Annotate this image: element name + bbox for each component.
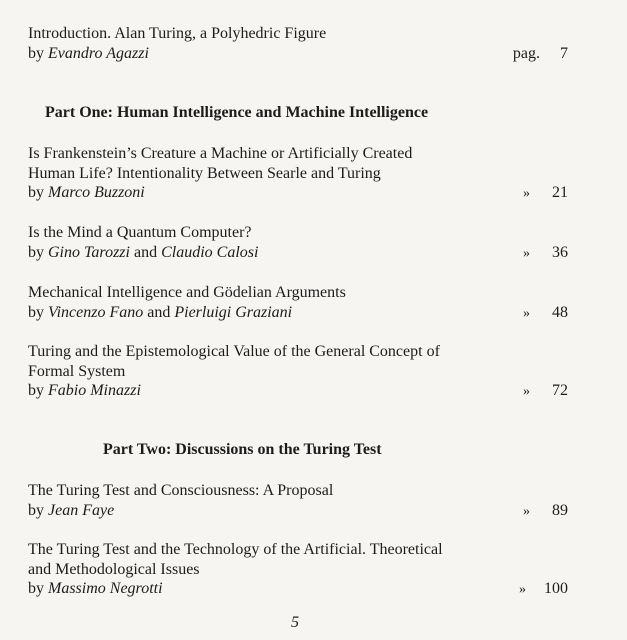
- page-reference: [523, 303, 568, 324]
- entry-byline: [28, 303, 568, 323]
- toc-entry-introduction: [28, 24, 568, 63]
- ditto-marker: »: [519, 582, 526, 597]
- author-name: Pierluigi Graziani: [174, 303, 293, 321]
- author-name: Evandro Agazzi: [48, 44, 149, 62]
- toc-entry: [28, 283, 568, 322]
- entry-byline: [28, 44, 568, 64]
- page-prefix: pag.: [512, 44, 540, 62]
- page-number: 21: [552, 184, 568, 201]
- entry-title-line: The Turing Test and the Technology of the Artificial. Theoretical: [28, 541, 443, 558]
- part-one-heading: Part One: Human Intelligence and Machine Intelligence: [45, 104, 429, 121]
- by-label: by: [28, 243, 44, 261]
- author-name: Jean Faye: [48, 501, 115, 519]
- author-name: Massimo Negrotti: [48, 580, 163, 597]
- ditto-marker: »: [523, 503, 530, 519]
- entry-title: Introduction. Alan Turing, a Polyhedric Figure: [28, 25, 327, 42]
- page-reference: [523, 243, 568, 264]
- ditto-marker: »: [523, 245, 530, 261]
- entry-title-line: Is Frankenstein’s Creature a Machine or Artificially Created: [28, 145, 413, 162]
- author-name: Claudio Calosi: [161, 243, 259, 261]
- page-number: 100: [544, 580, 568, 597]
- page-reference: [523, 501, 568, 522]
- by-label: by: [28, 382, 44, 399]
- page-number: 48: [552, 303, 568, 321]
- by-label: by: [28, 580, 44, 597]
- entry-title-line: Is the Mind a Quantum Computer?: [28, 224, 252, 241]
- toc-entry: [28, 342, 568, 401]
- page-number: 36: [552, 243, 568, 261]
- entry-title-line: Formal System: [28, 362, 126, 380]
- page-number: 89: [552, 501, 568, 519]
- and-label: and: [133, 243, 158, 261]
- entry-title-line: Mechanical Intelligence and Gödelian Arguments: [28, 284, 346, 301]
- page-reference: [523, 381, 568, 402]
- author-name: Marco Buzzoni: [48, 184, 145, 201]
- toc-entry: [28, 540, 568, 599]
- page-reference: [523, 183, 568, 204]
- entry-byline: [28, 183, 568, 203]
- by-label: by: [28, 184, 44, 201]
- toc-entry: [28, 223, 568, 262]
- author-name: Fabio Minazzi: [48, 382, 141, 399]
- and-label: and: [147, 303, 171, 321]
- author-name: Gino Tarozzi: [48, 243, 130, 261]
- author-name: Vincenzo Fano: [48, 303, 144, 321]
- entry-title-line: Turing and the Epistemological Value of the General Concept of: [28, 343, 440, 360]
- entry-byline: [28, 243, 568, 263]
- page-number: 7: [560, 44, 568, 62]
- page-reference: [513, 44, 568, 64]
- entry-byline: [28, 579, 568, 599]
- ditto-marker: »: [523, 186, 530, 201]
- page-folio: 5: [291, 614, 299, 631]
- by-label: by: [28, 44, 44, 62]
- by-label: by: [28, 303, 44, 321]
- toc-entry: [28, 144, 568, 203]
- by-label: by: [28, 501, 44, 519]
- toc-entry: [28, 481, 568, 520]
- page-number: 72: [552, 382, 568, 399]
- ditto-marker: »: [523, 384, 530, 399]
- page-reference: [519, 579, 568, 600]
- entry-title-line: Human Life? Intentionality Between Searle and Turing: [28, 164, 381, 182]
- entry-title-line: and Methodological Issues: [28, 560, 200, 578]
- ditto-marker: »: [523, 305, 530, 321]
- entry-byline: [28, 501, 568, 521]
- entry-title-line: The Turing Test and Consciousness: A Proposal: [28, 482, 334, 499]
- part-two-heading: Part Two: Discussions on the Turing Test: [103, 441, 382, 458]
- entry-byline: [28, 381, 568, 401]
